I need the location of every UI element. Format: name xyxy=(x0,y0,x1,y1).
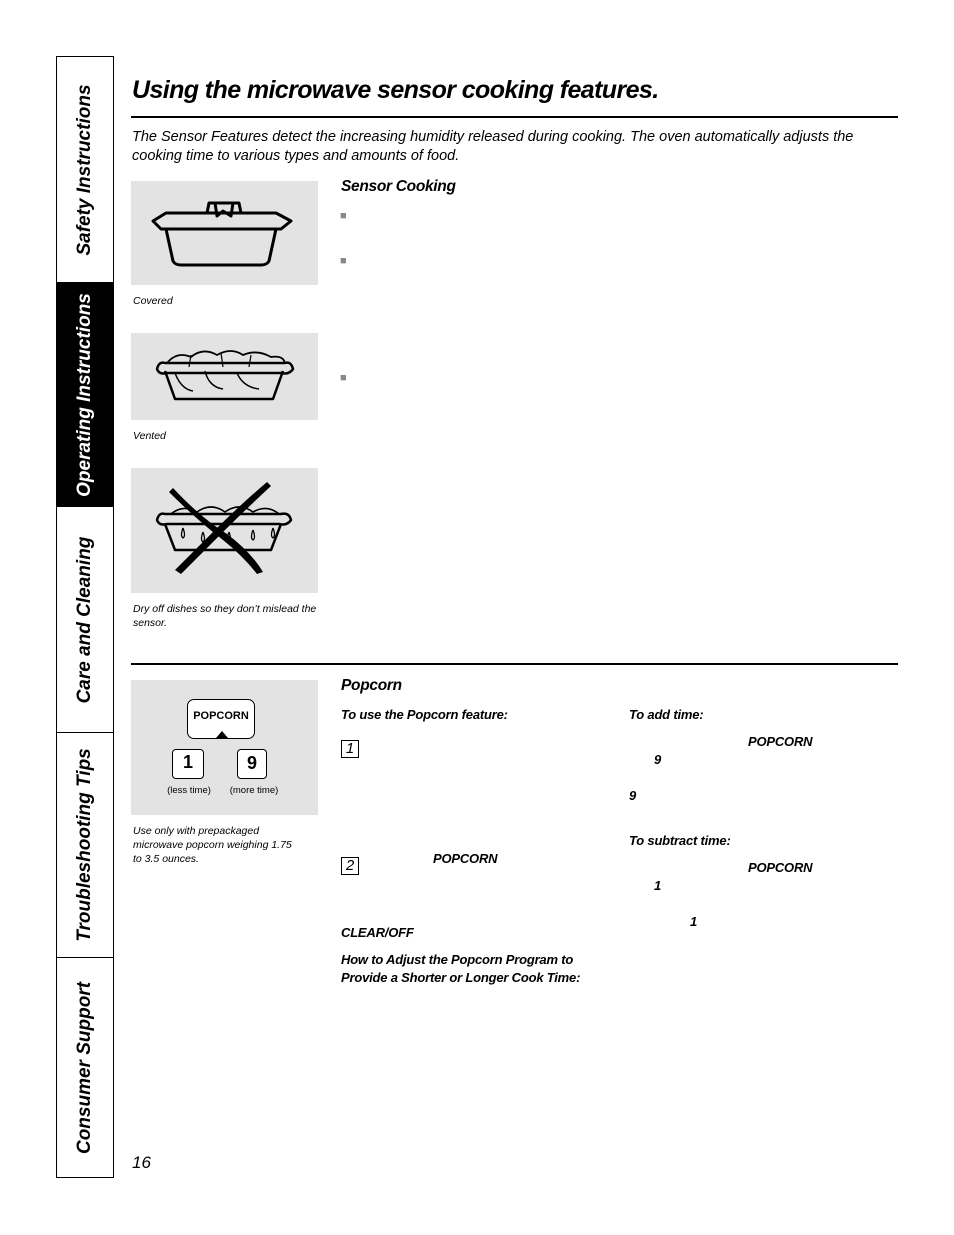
image-caption: Vented xyxy=(133,430,166,442)
image-caption: Covered xyxy=(133,295,173,307)
vented-dish-image xyxy=(131,333,318,420)
tab-operating-instructions[interactable] xyxy=(57,282,113,506)
tab-consumer-support[interactable] xyxy=(57,957,113,1177)
popcorn-panel-image xyxy=(131,680,318,815)
section-rule xyxy=(131,663,898,665)
subtract-time-key-1: 1 xyxy=(690,914,698,929)
covered-dish-icon xyxy=(131,181,318,285)
key-1-label: 1 xyxy=(182,752,193,772)
tab-label: Care and Cleaning xyxy=(74,536,95,703)
page-title: Using the microwave sensor cooking features. xyxy=(132,76,659,104)
add-time-subheading: To add time: xyxy=(629,707,704,722)
add-time-popcorn-key: POPCORN xyxy=(748,734,813,749)
step-2-marker: 2 xyxy=(341,857,359,875)
clear-off-key: CLEAR/OFF xyxy=(341,925,414,940)
adjust-program-subheading: How to Adjust the Popcorn Program to Provide a Shorter or Longer Cook Time: xyxy=(341,952,581,985)
up-arrow-icon xyxy=(216,731,228,738)
image-caption: Dry off dishes so they don’t mislead the sensor. xyxy=(133,603,317,629)
popcorn-heading: Popcorn xyxy=(341,677,402,694)
bullet-marker: ■ xyxy=(340,372,347,384)
bullet-marker: ■ xyxy=(340,255,347,267)
tab-label: Safety Instructions xyxy=(74,83,95,256)
add-time-key-9: 9 xyxy=(629,788,637,803)
bullet-marker: ■ xyxy=(340,210,347,222)
tab-label: Troubleshooting Tips xyxy=(74,748,95,942)
step-1-marker: 1 xyxy=(341,740,359,758)
sensor-cooking-heading: Sensor Cooking xyxy=(341,178,456,195)
key-9 xyxy=(237,749,267,779)
covered-dish-image xyxy=(131,181,318,285)
step-2-key: POPCORN xyxy=(433,851,498,866)
subtract-time-popcorn-key: POPCORN xyxy=(748,860,813,875)
wet-dish-image xyxy=(131,468,318,593)
more-time-label: (more time) xyxy=(229,785,279,796)
popcorn-caption: Use only with prepackaged microwave popcorn weighing 1.75 to 3.5 ounces. xyxy=(133,825,292,865)
popcorn-key xyxy=(187,699,255,739)
title-rule xyxy=(131,116,898,118)
use-popcorn-subheading: To use the Popcorn feature: xyxy=(341,707,508,722)
tab-safety-instructions[interactable] xyxy=(57,56,113,282)
tab-troubleshooting-tips[interactable] xyxy=(57,732,113,957)
side-tab-column xyxy=(56,56,114,1178)
popcorn-key-label: POPCORN xyxy=(193,710,249,722)
add-time-key-9: 9 xyxy=(654,752,662,767)
tab-care-and-cleaning[interactable] xyxy=(57,506,113,732)
wet-dish-crossed-icon xyxy=(131,468,318,593)
tab-label: Operating Instructions xyxy=(74,292,95,497)
intro-paragraph: The Sensor Features detect the increasing humidity released during cooking. The oven automatically adjusts the cooking time to various types and amounts of food. xyxy=(132,129,854,164)
less-time-label: (less time) xyxy=(167,785,211,796)
page-number: 16 xyxy=(132,1153,151,1172)
key-1 xyxy=(172,749,204,779)
vented-dish-icon xyxy=(131,333,318,420)
subtract-time-subheading: To subtract time: xyxy=(629,833,731,848)
key-9-label: 9 xyxy=(246,753,257,773)
tab-label: Consumer Support xyxy=(74,981,95,1154)
subtract-time-key-1: 1 xyxy=(654,878,662,893)
